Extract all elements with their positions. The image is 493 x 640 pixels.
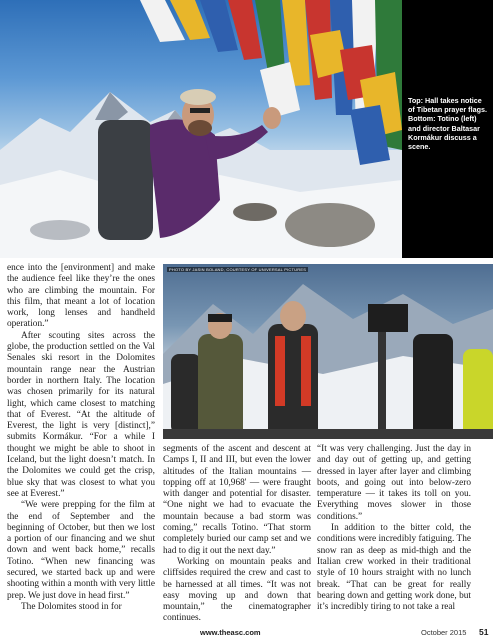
footer-issue-date: October 2015 (421, 628, 467, 637)
paragraph: “We were prepping for the film at the end of September and the beginning of October, but then we lost a portion of our financing and we shut down and went back home,” recalls Totino. “When new financing was secured, we started back up and were shooting within a month with very little prep. We just dove in head first.” (7, 500, 155, 601)
paragraph: After scouting sites across the globe, the production settled on the Val Senales ski resort in the Dolomites mountain range near the Austrian border in northern Italy. The location was chosen primarily for its natural light, which came closest to matching that of Everest. “At the altitude of Everest, the light is very [distinct],” submits Kormákur. “For a while I thought we might be able to shoot in Iceland, but the light doesn’t match. In the Dolomites we could get the crisp, blue sky that was closest to what you see at Everest.” (7, 330, 155, 499)
paragraph: Working on mountain peaks and cliffsides required the crew and cast to be harnessed at all times. “It was not easy moving up and down that mountain,” the cinematographer continues. (163, 556, 311, 624)
top-photo-prayer-flags (0, 0, 402, 258)
article-column-middle (163, 444, 311, 625)
paragraph: ence into the [environment] and make the audience feel like they’re the ones who are climbing the mountain. For this film, that meant a lot of location work, long lenses and handheld operation.” (7, 263, 155, 330)
top-photo-scene (0, 0, 402, 258)
article-column-left (7, 263, 155, 613)
photo-credit: PHOTO BY JASIN BOLAND, COURTESY OF UNIVERSAL PICTURES (169, 267, 307, 272)
paragraph: “It was very challenging. Just the day in and day out of getting up, and getting dressed in layer after layer and climbing boots, and going out into below-zero temperature — it takes its toll on you. Everything moves slower in those conditions.” (317, 444, 471, 522)
boulder (285, 203, 375, 247)
film-camera (368, 304, 408, 332)
footer-website[interactable]: www.theasc.com (200, 628, 261, 637)
paragraph: The Dolomites stood in for (21, 601, 122, 612)
bottom-photo-film-crew (163, 264, 493, 439)
crew-member-yellow (463, 349, 493, 439)
paragraph: In addition to the bitter cold, the conditions were incredibly fatiguing. The snow ran as deep as mid-thigh and the Italian crew worked in their traditional style of 10 hours straight with no lunch break. “That can be great for really bearing down and getting work done, but it’s incredibly tiring to not take a real (317, 523, 471, 613)
photo-caption: Top: Hall takes notice of Tibetan prayer flags. Bottom: Totino (left) and director Baltasar Kormákur discuss a scene. (408, 96, 487, 152)
paragraph: segments of the ascent and descent at Camps I, II and III, but even the lower altitudes of the Italian mountains — topping off at 10,968' — were fraught with danger and potential for disaster. “One night we had to evacuate the mountain because a bad storm was coming,” recalls Totino. “That storm completely buried our camp set and we had to dig it out the next day.” (163, 444, 311, 556)
camera-operator (413, 334, 453, 439)
photo-caption-panel (402, 0, 493, 258)
boulder (30, 220, 90, 240)
boulder (233, 203, 277, 221)
page-number: 51 (479, 627, 489, 637)
article-column-right (317, 444, 471, 613)
crew-member (171, 354, 201, 434)
crew-member-totino (198, 334, 243, 439)
bottom-photo-scene (163, 264, 493, 439)
